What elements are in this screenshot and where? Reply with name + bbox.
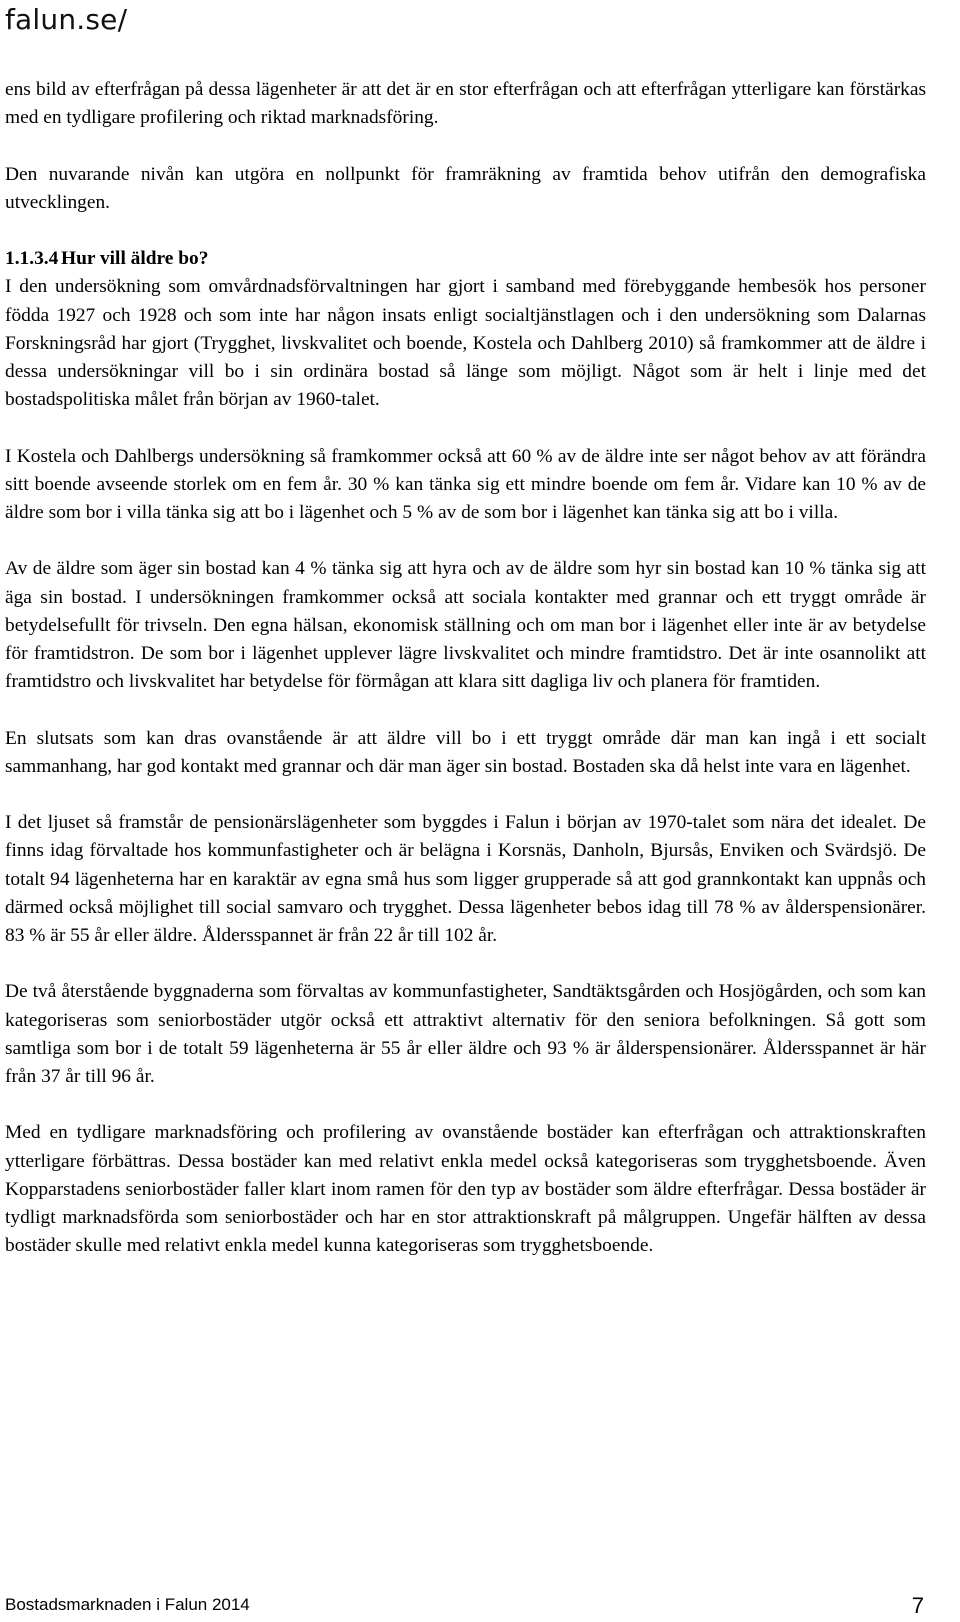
- paragraph-baseline-level: Den nuvarande nivån kan utgöra en nollpunkt för framräkning av framtida behov utifrån den demografiska utvecklingen.: [5, 163, 926, 213]
- page-number: 7: [911, 1593, 924, 1618]
- paragraph-survey-results: I den undersökning som omvårdnadsförvaltningen har gjort i samband med förebyggande hembesök hos personer födda 1927 och 1928 och som inte har någon insats enligt socialtjänstlagen och i den undersökning som Dalarnas Forskningsråd har gjort (Trygghet, livskvalitet och boende, Kostela och Dahlberg 2010) så framkommer att de äldre i dessa undersökningar vill bo i sin ordinära bostad så länge som möjligt. Något som är helt i linje med det bostadspolitiska målet från början av 1960-talet.: [5, 276, 926, 411]
- falun-logo: falun.se/: [5, 3, 128, 36]
- section-number: 1.1.3.4: [5, 248, 59, 270]
- paragraph-ownership: Av de äldre som äger sin bostad kan 4 % tänka sig att hyra och av de äldre som hyr sin bostad kan 10 % tänka sig att äga sin bostad. I undersökningen framkommer också att sociala kontakter med grannar och ett tryggt område är betydelsefullt för trivseln. Den egna hälsan, ekonomisk ställning och om man bor i lägenhet eller inte är av betydelse för framtidstron. De som bor i lägenhet upplever lägre livskvalitet och mindre framtidstro. Det är inte osannolikt att framtidstro och livskvalitet har betydelse för förmågan att klara sitt dagliga liv och planera för framtiden.: [5, 558, 926, 693]
- paragraph-kostela-dahlberg: I Kostela och Dahlbergs undersökning så framkommer också att 60 % av de äldre inte ser något behov av att förändra sitt boende avseende storlek om en fem år. 30 % kan tänka sig ett mindre boende om fem år. Vidare kan 10 % av de äldre som bor i villa tänka sig att bo i lägenhet och 5 % av de som bor i lägenhet kan tänka sig att bo i villa.: [5, 445, 926, 523]
- section-title: Hur vill äldre bo?: [61, 248, 209, 270]
- paragraph-marketing: Med en tydligare marknadsföring och profilering av ovanstående bostäder kan efterfrågan och attraktionskraften ytterligare förbättras. Dessa bostäder kan med relativt enkla medel också kategoriseras som trygghetsboende. Även Kopparstadens seniorbostäder faller klart inom ramen för den typ av bostäder som äldre efterfrågar. Dessa bostäder är tydligt marknadsförda som seniorbostäder och har en stor attraktionskraft på målgruppen. Ungefär hälften av dessa bostäder skulle med relativt enkla medel kunna kategoriseras som trygghetsboende.: [5, 1122, 926, 1257]
- paragraph-demand-image: ens bild av efterfrågan på dessa lägenheter är att det är en stor efterfrågan och att efterfrågan ytterligare kan förstärkas med en tydligare profilering och riktad marknadsföring.: [5, 79, 926, 129]
- paragraph-pensioner-apartments: I det ljuset så framstår de pensionärslägenheter som byggdes i Falun i början av 1970-talet som nära det idealet. De finns idag förvaltade hos kommunfastigheter och är belägna i Korsnäs, Danholn, Bjursås, Enviken och Svärdsjö. De totalt 94 lägenheterna har en karaktär av egna små hus som ligger grupperade så att god grannkontakt kan uppnås och därmed också möjlighet till social samvaro och trygghet. Dessa lägenheter bebos idag till 78 % av ålderspensionärer. 83 % är 55 år eller äldre. Åldersspannet är från 22 år till 102 år.: [5, 812, 926, 946]
- paragraph-conclusion: En slutsats som kan dras ovanstående är att äldre vill bo i ett tryggt område där man kan ingå i ett socialt sammanhang, har god kontakt med grannar och där man äger sin bostad. Bostaden ska då helst inte vara en lägenhet.: [5, 727, 926, 777]
- section-heading: [5, 245, 926, 273]
- footer-document-title: Bostadsmarknaden i Falun 2014: [5, 1595, 250, 1614]
- document-body: [5, 76, 926, 1289]
- paragraph-senior-housing: De två återstående byggnaderna som förvaltas av kommunfastigheter, Sandtäktsgården och Hosjögården, och som kan kategoriseras som seniorbostäder utgör också ett attraktivt alternativ för den seniora befolkningen. Så gott som samtliga som bor i de totalt 59 lägenheterna är 55 år eller äldre och 93 % är ålderspensionärer. Åldersspannet är här från 37 år till 96 år.: [5, 981, 926, 1087]
